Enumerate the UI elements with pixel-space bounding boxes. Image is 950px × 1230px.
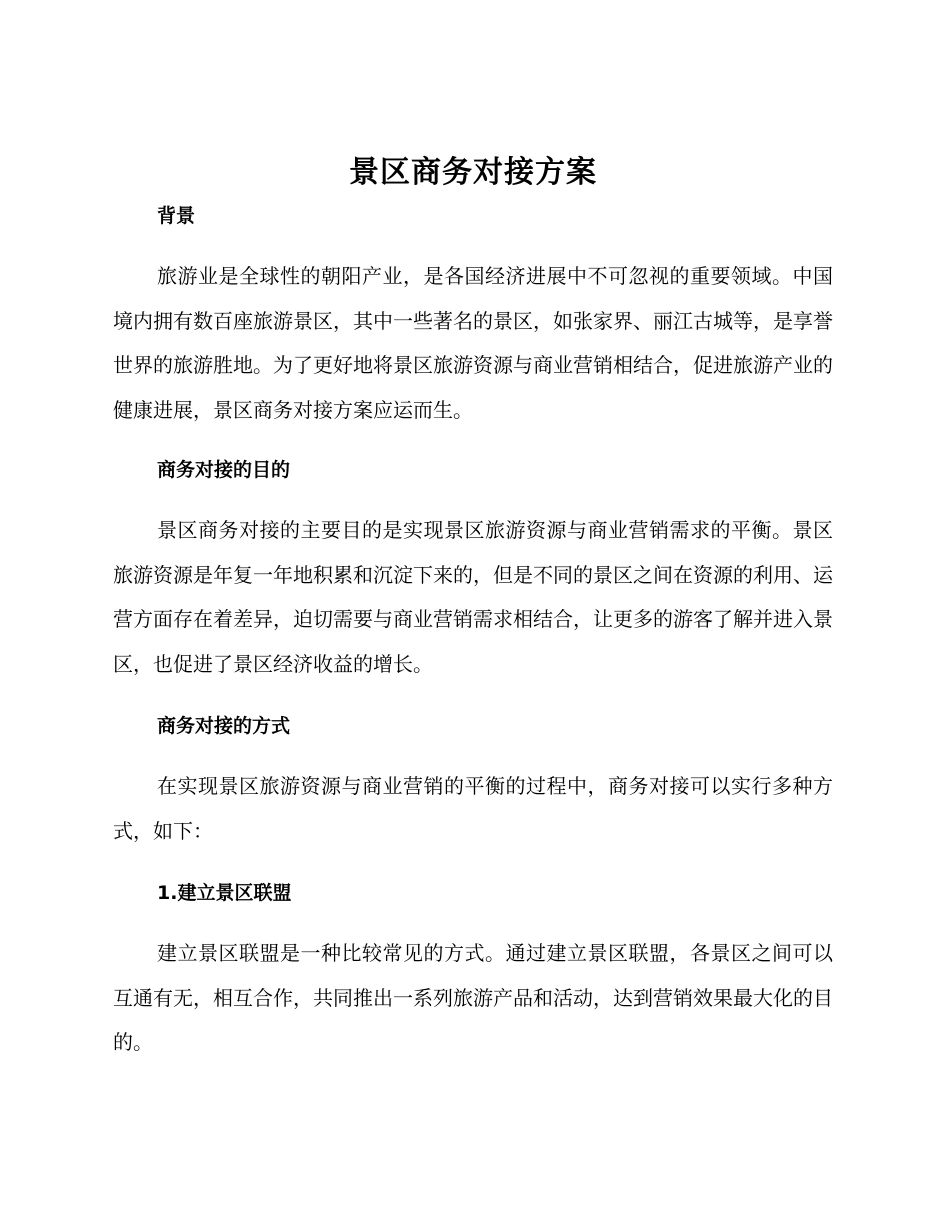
section-heading-methods: 商务对接的方式 — [157, 715, 291, 737]
document-title: 景区商务对接方案 — [349, 155, 597, 190]
section-paragraph-alliance: 建立景区联盟是一种比较常见的方式。通过建立景区联盟，各景区之间可以互通有无，相互合作，共同推出一系列旅游产品和活动，达到营销效果最大化的目的。 — [113, 941, 833, 1054]
section-heading-background: 背景 — [157, 205, 196, 227]
section-heading-purpose: 商务对接的目的 — [157, 459, 291, 481]
document-body — [113, 150, 833, 1065]
section-heading-alliance: 1.建立景区联盟 — [157, 882, 292, 904]
section-paragraph-purpose: 景区商务对接的主要目的是实现景区旅游资源与商业营销需求的平衡。景区旅游资源是年复一年地积累和沉淀下来的，但是不同的景区之间在资源的利用、运营方面存在着差异，迫切需要与商业营销需求相结合，让更多的游客了解并进入景区，也促进了景区经济收益的增长。 — [113, 518, 833, 676]
section-paragraph-methods: 在实现景区旅游资源与商业营销的平衡的过程中，商务对接可以实行多种方式，如下： — [113, 774, 833, 843]
section-paragraph-background: 旅游业是全球性的朝阳产业，是各国经济进展中不可忽视的重要领域。中国境内拥有数百座旅游景区，其中一些著名的景区，如张家界、丽江古城等，是享誉世界的旅游胜地。为了更好地将景区旅游资源与商业营销相结合，促进旅游产业的健康进展，景区商务对接方案应运而生。 — [113, 264, 833, 422]
